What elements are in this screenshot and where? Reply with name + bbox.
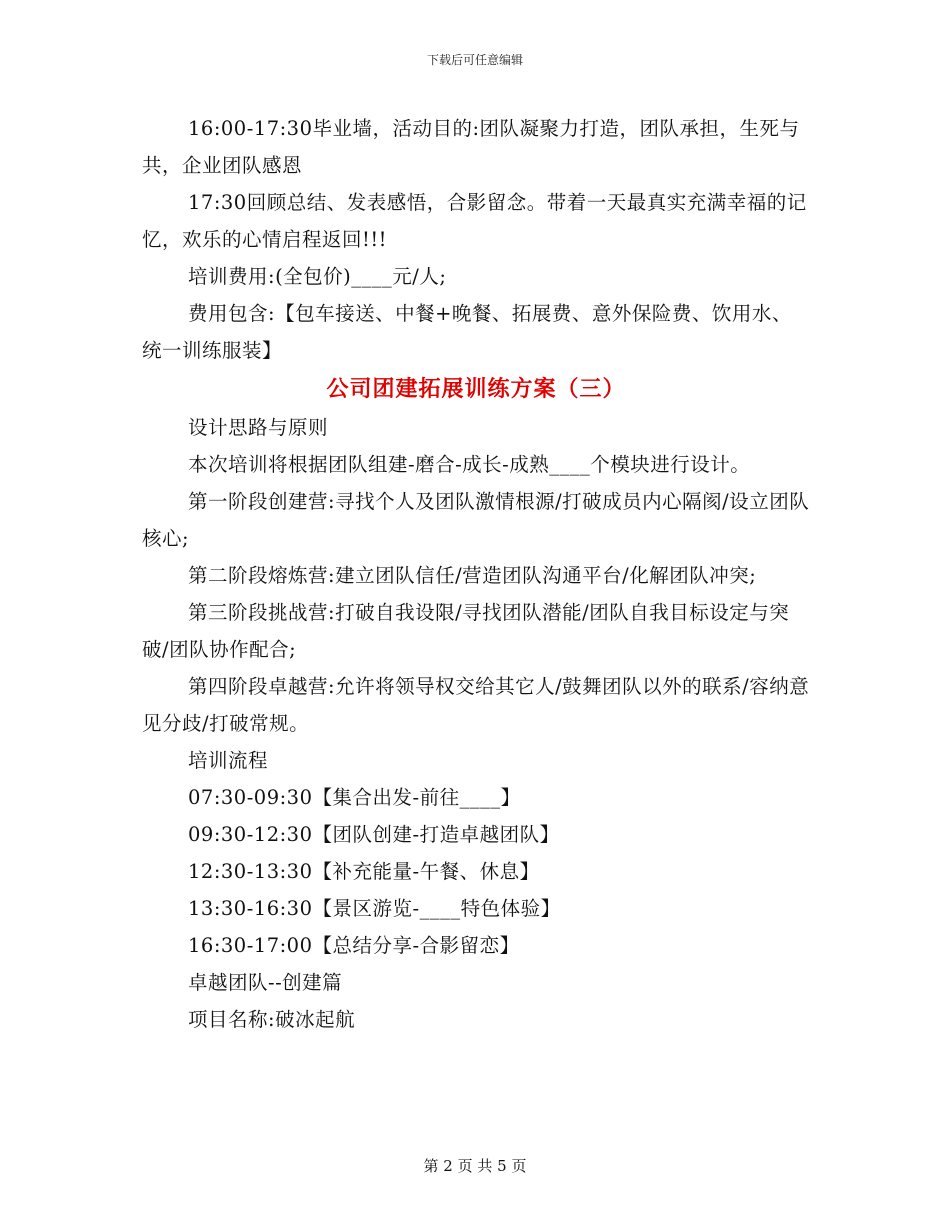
paragraph: 卓越团队--创建篇 — [188, 971, 343, 994]
schedule-item: 16:30-17:00【总结分享-合影留恋】 — [188, 934, 520, 957]
page-header: 下载后可任意编辑 — [426, 53, 523, 67]
paragraph: 本次培训将根据团队组建-磨合-成长-成熟____个模块进行设计。 — [188, 453, 751, 476]
schedule-item: 07:30-09:30【集合出发-前往____】 — [188, 786, 521, 809]
schedule-item: 09:30-12:30【团队创建-打造卓越团队】 — [188, 823, 560, 846]
document-body — [142, 110, 810, 1038]
section-title: 公司团建拓展训练方案（三） — [326, 376, 626, 402]
paragraph: 培训费用:(全包价)____元/人; — [188, 265, 447, 288]
paragraph: 第四阶段卓越营:允许将领导权交给其它人/鼓舞团队以外的联系/容纳意见分歧/打破常规。 — [142, 675, 810, 735]
paragraph: 项目名称:破冰起航 — [188, 1008, 356, 1031]
paragraph: 培训流程 — [188, 749, 269, 772]
schedule-item: 13:30-16:30【景区游览-____特色体验】 — [188, 897, 561, 920]
paragraph: 17:30回顾总结、发表感悟，合影留念。带着一天最真实充满幸福的记忆，欢乐的心情启程返回!!! — [142, 191, 807, 251]
paragraph: 设计思路与原则 — [188, 416, 329, 439]
paragraph: 第三阶段挑战营:打破自我设限/寻找团队潜能/团队自我目标设定与突破/团队协作配合; — [142, 601, 790, 661]
paragraph: 16:00-17:30毕业墙，活动目的:团队凝聚力打造，团队承担，生死与共，企业团队感恩 — [142, 117, 800, 177]
paragraph: 费用包含:【包车接送、中餐+晚餐、拓展费、意外保险费、饮用水、统一训练服装】 — [142, 302, 792, 362]
paragraph: 第一阶段创建营:寻找个人及团队激情根源/打破成员内心隔阂/设立团队核心; — [142, 490, 810, 550]
schedule-item: 12:30-13:30【补充能量-午餐、休息】 — [188, 860, 540, 883]
paragraph: 第二阶段熔炼营:建立团队信任/营造团队沟通平台/化解团队冲突; — [188, 564, 757, 587]
page-footer: 第 2 页 共 5 页 — [423, 1157, 527, 1175]
